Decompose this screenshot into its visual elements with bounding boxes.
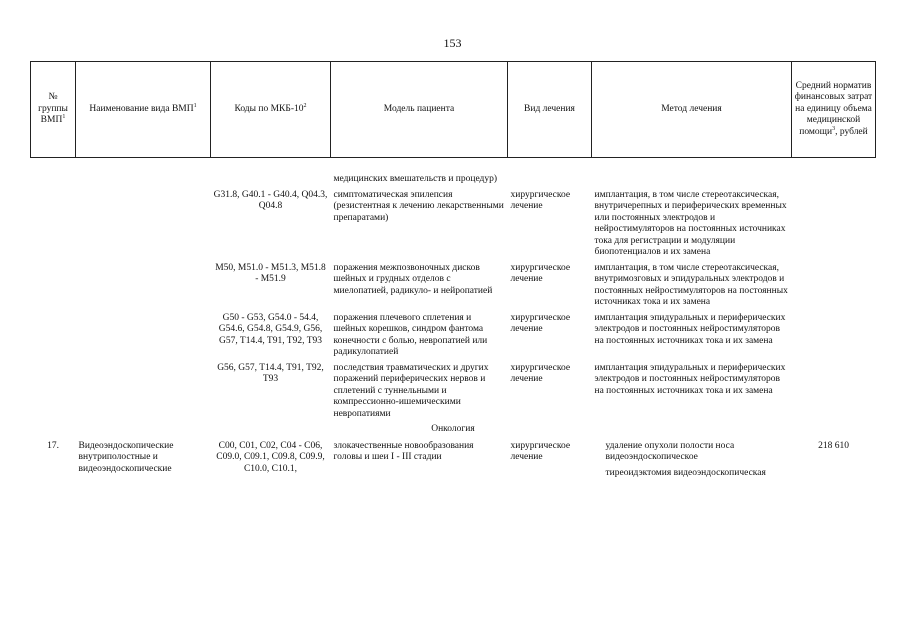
table-row bbox=[31, 261, 876, 311]
table-row bbox=[31, 361, 876, 423]
treatment-method-item: тиреоидэктомия видеоэндоскопическая bbox=[605, 467, 766, 478]
icd-codes-cell: C00, C01, C02, C04 - C06, C09.0, C09.1, C09.8, C09.9, C10.0, C10.1, bbox=[216, 440, 325, 474]
treatment-method-cell: имплантация эпидуральных и периферических электродов и постоянных нейростимуляторов на постоянных источниках тока и их замена bbox=[594, 362, 786, 396]
icd-codes-cell: G50 - G53, G54.0 - 54.4, G54.6, G54.8, G54.9, G56, G57, T14.4, T91, T92, T93 bbox=[218, 312, 323, 346]
table-row bbox=[31, 311, 876, 361]
patient-model-cell: последствия травматических и других поражений периферических нервов и сплетений с туннельными и компрессионно-ишемическими невропатиями bbox=[333, 362, 489, 419]
header-average-cost: Средний норматив финансовых затрат на единицу объема медицинской помощи$^3$, рублей bbox=[792, 62, 876, 158]
icd-codes-cell: G31.8, G40.1 - G40.4, Q04.3, Q04.8 bbox=[213, 189, 328, 211]
treatment-method-cell: имплантация эпидуральных и периферических электродов и постоянных нейростимуляторов на постоянных источниках тока и их замена bbox=[594, 312, 786, 346]
treatment-method-cell: имплантация, в том числе стереотаксическая, внутримозговых и эпидуральных электродов и постоянных нейростимуляторов на постоянных источниках тока и их замена bbox=[594, 262, 788, 307]
icd-codes-cell: M50, M51.0 - M51.3, M51.8 - M51.9 bbox=[215, 262, 326, 284]
patient-model-cell: злокачественные новообразования головы и шеи I - III стадии bbox=[333, 440, 474, 462]
treatment-type-cell bbox=[508, 172, 592, 188]
treatment-type-cell: хирургическое лечение bbox=[510, 440, 571, 462]
treatment-type-cell: хирургическое лечение bbox=[510, 312, 571, 334]
header-patient-model: Модель пациента bbox=[331, 62, 508, 158]
table-header-row bbox=[31, 62, 876, 158]
patient-model-cell: симптоматическая эпилепсия (резистентная к лечению лекарственными препаратами) bbox=[333, 189, 504, 223]
treatment-method-cell: имплантация, в том числе стереотаксическая, внутричерепных и периферических временных или постоянных электродов и нейростимуляторов на постоянных источниках тока для регистрации и модуляции биопотенциалов и их замена bbox=[594, 189, 787, 257]
table-row bbox=[31, 439, 876, 482]
patient-model-cell: медицинских вмешательств и процедур) bbox=[333, 174, 498, 184]
header-vmp-name: Наименование вида ВМП$^1$ bbox=[76, 62, 211, 158]
section-row bbox=[31, 422, 876, 439]
treatment-method-item: удаление опухоли полости носа видеоэндоскопическое bbox=[605, 440, 735, 462]
header-treatment-type: Вид лечения bbox=[508, 62, 592, 158]
header-icd-codes: Коды по МКБ-$10^2$ bbox=[211, 62, 331, 158]
section-title: Онкология bbox=[431, 424, 475, 434]
table-row bbox=[31, 172, 876, 188]
average-cost-cell: 218 610 bbox=[818, 440, 849, 451]
treatment-type-cell: хирургическое лечение bbox=[510, 189, 571, 211]
patient-model-cell: поражения межпозвоночных дисков шейных и грудных отделов с миелопатией, радикуло- и нейропатией bbox=[333, 262, 493, 296]
header-treatment-method: Метод лечения bbox=[592, 62, 792, 158]
icd-codes-cell: G56, G57, T14.4, T91, T92, T93 bbox=[217, 362, 324, 384]
treatment-method-cell bbox=[592, 439, 792, 482]
group-number-cell: 17. bbox=[47, 440, 59, 451]
vmp-table bbox=[30, 61, 876, 481]
vmp-name-cell: Видеоэндоскопические внутриполостные и видеоэндоскопические bbox=[78, 440, 174, 474]
icd-codes-cell bbox=[211, 172, 331, 188]
treatment-type-cell: хирургическое лечение bbox=[510, 262, 571, 284]
treatment-type-cell: хирургическое лечение bbox=[510, 362, 571, 384]
patient-model-cell: поражения плечевого сплетения и шейных корешков, синдром фантома конечности с болью, невропатией или радикулопатией bbox=[333, 312, 488, 357]
table-row bbox=[31, 188, 876, 261]
header-group-number: № группы ВМП$^1$ bbox=[31, 62, 76, 158]
page-number: 153 bbox=[443, 36, 462, 50]
treatment-method-cell bbox=[592, 172, 792, 188]
